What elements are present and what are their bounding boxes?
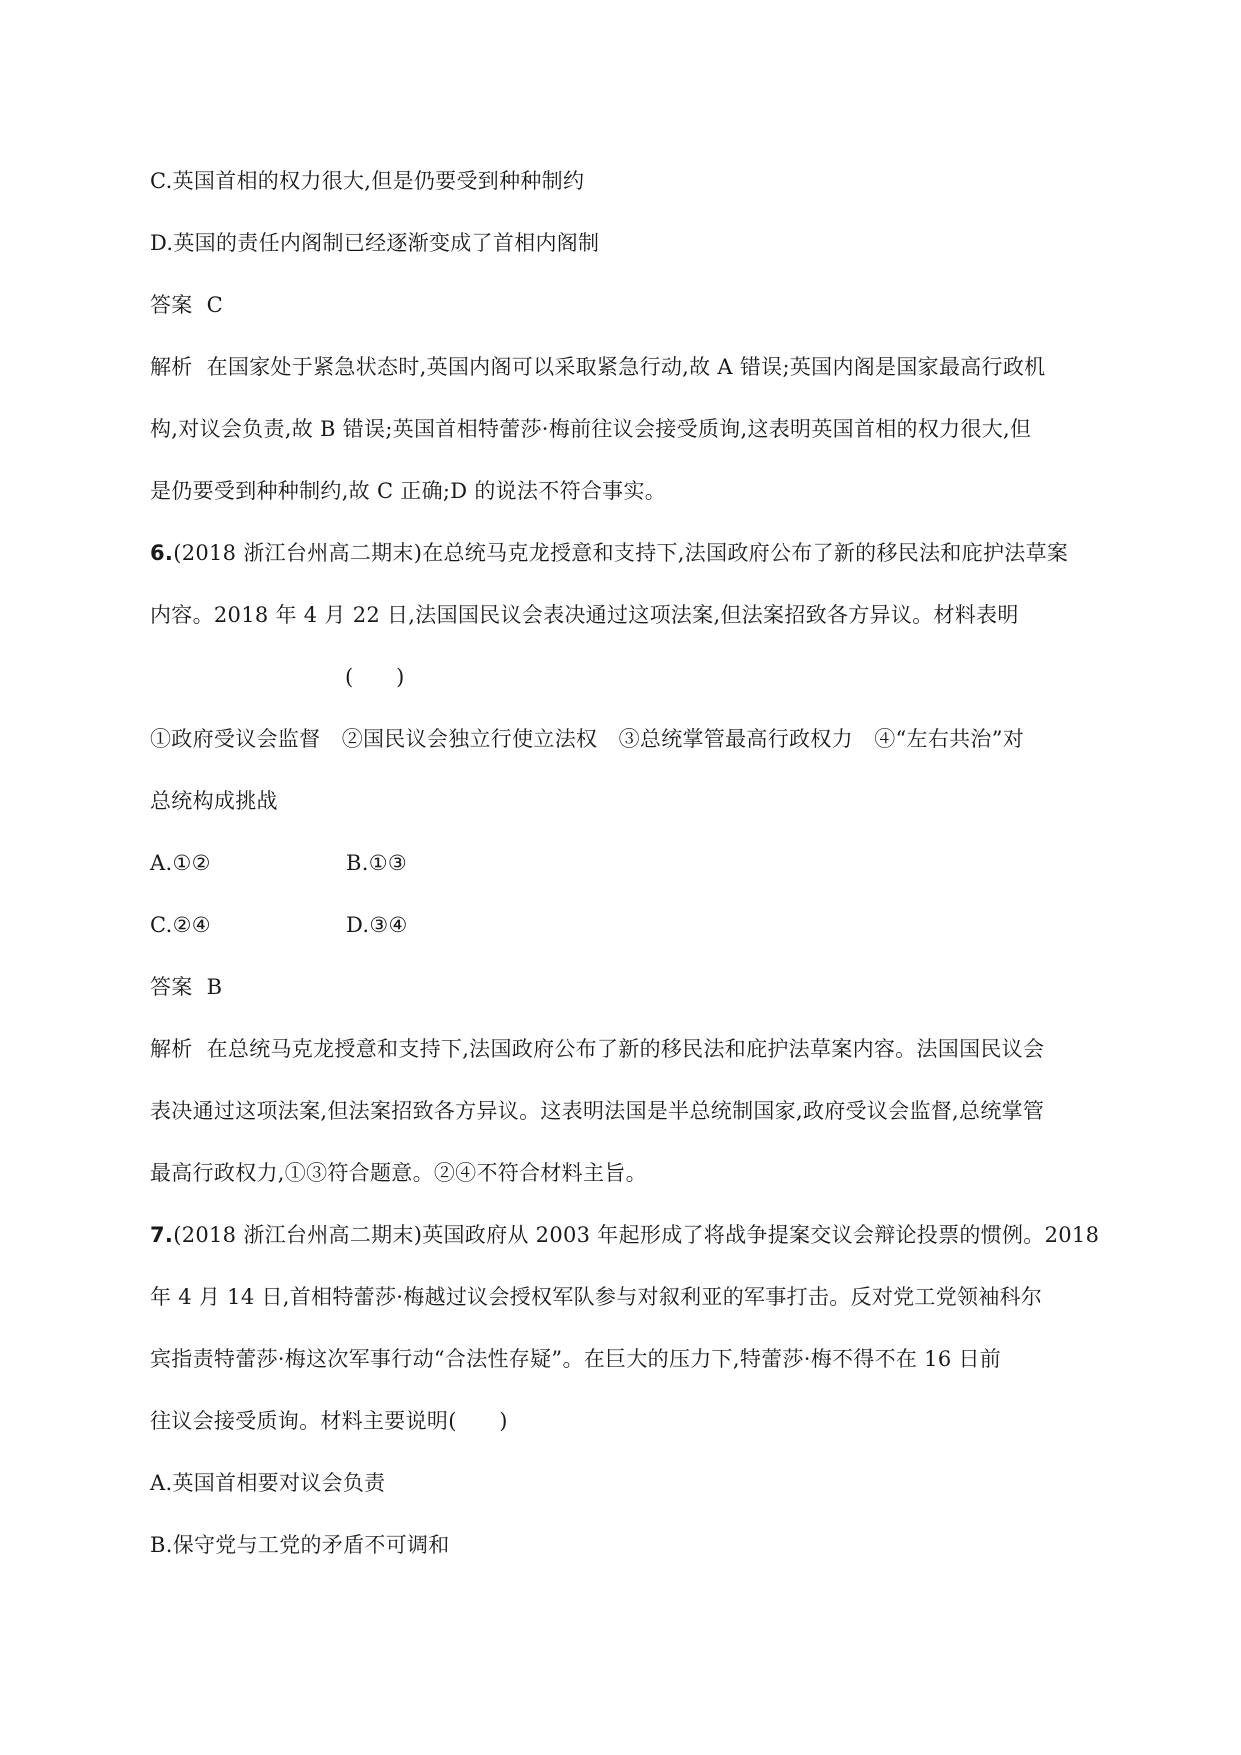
q6-option-b[interactable]: B.①③ [346, 851, 407, 875]
question-number: 7. [150, 1223, 174, 1247]
q6-analysis-line-3: 最高行政权力,①③符合题意。②④不符合材料主旨。 [150, 1161, 647, 1185]
q6-analysis-line-1 [150, 1034, 1090, 1064]
q6-answer [150, 972, 1090, 1002]
analysis-text: 在总统马克龙授意和支持下,法国政府公布了新的移民法和庇护法草案内容。法国国民议会 [206, 1037, 1045, 1061]
q6-statements-line-2: 总统构成挑战 [150, 789, 278, 813]
q7-stem-line-1 [150, 1220, 1100, 1250]
prev-answer [150, 290, 1090, 320]
prev-analysis-line-3: 是仍要受到种种制约,故 C 正确;D 的说法不符合事实。 [150, 479, 667, 503]
q6-stem-line-2: 内容。2018 年 4 月 22 日,法国国民议会表决通过这项法案,但法案招致各方异议。材料表明 [150, 603, 1019, 627]
prev-analysis-line-2: 构,对议会负责,故 B 错误;英国首相特蕾莎·梅前往议会接受质询,这表明英国首相的权力很大,但 [150, 417, 1032, 441]
answer-label: 答案 [150, 975, 193, 999]
q6-statements-line-1: ①政府受议会监督 ②国民议会独立行使立法权 ③总统掌管最高行政权力 ④“左右共治”对 [150, 727, 1025, 751]
answer-label: 答案 [150, 293, 193, 317]
q7-option-a[interactable]: A.英国首相要对议会负责 [150, 1471, 386, 1495]
q6-analysis-line-2: 表决通过这项法案,但法案招致各方异议。这表明法国是半总统制国家,政府受议会监督,总统掌管 [150, 1099, 1045, 1123]
q6-stem-line-1 [150, 538, 1090, 568]
q7-stem-line-3: 宾指责特蕾莎·梅这次军事行动“合法性存疑”。在巨大的压力下,特蕾莎·梅不得不在 16 日前 [150, 1347, 1002, 1371]
question-number: 6. [150, 541, 174, 565]
answer-value: C [206, 293, 223, 317]
prev-option-d: D.英国的责任内阁制已经逐渐变成了首相内阁制 [150, 231, 600, 255]
q7-stem-line-4: 往议会接受质询。材料主要说明( ) [150, 1409, 508, 1433]
q6-answer-bracket: ( ) [345, 665, 405, 689]
answer-value: B [206, 975, 223, 999]
q7-stem-line-2: 年 4 月 14 日,首相特蕾莎·梅越过议会授权军队参与对叙利亚的军事打击。反对党工党领袖科尔 [150, 1285, 1043, 1309]
q6-options-row-1 [150, 848, 1090, 878]
q7-option-b[interactable]: B.保守党与工党的矛盾不可调和 [150, 1533, 450, 1557]
q6-stem-text: (2018 浙江台州高二期末)在总统马克龙授意和支持下,法国政府公布了新的移民法和庇护法草案 [173, 541, 1069, 565]
q6-option-d[interactable]: D.③④ [346, 913, 408, 937]
analysis-label: 解析 [150, 355, 193, 379]
prev-analysis-line-1 [150, 352, 1090, 382]
q7-stem-text: (2018 浙江台州高二期末)英国政府从 2003 年起形成了将战争提案交议会辩论投票的惯例。2018 [173, 1223, 1100, 1247]
prev-option-c: C.英国首相的权力很大,但是仍要受到种种制约 [150, 169, 585, 193]
q6-option-a[interactable]: A.①② [150, 851, 211, 875]
q6-option-c[interactable]: C.②④ [150, 913, 211, 937]
q6-options-row-2 [150, 910, 1090, 940]
analysis-text: 在国家处于紧急状态时,英国内阁可以采取紧急行动,故 A 错误;英国内阁是国家最高行政机 [206, 355, 1046, 379]
analysis-label: 解析 [150, 1037, 193, 1061]
